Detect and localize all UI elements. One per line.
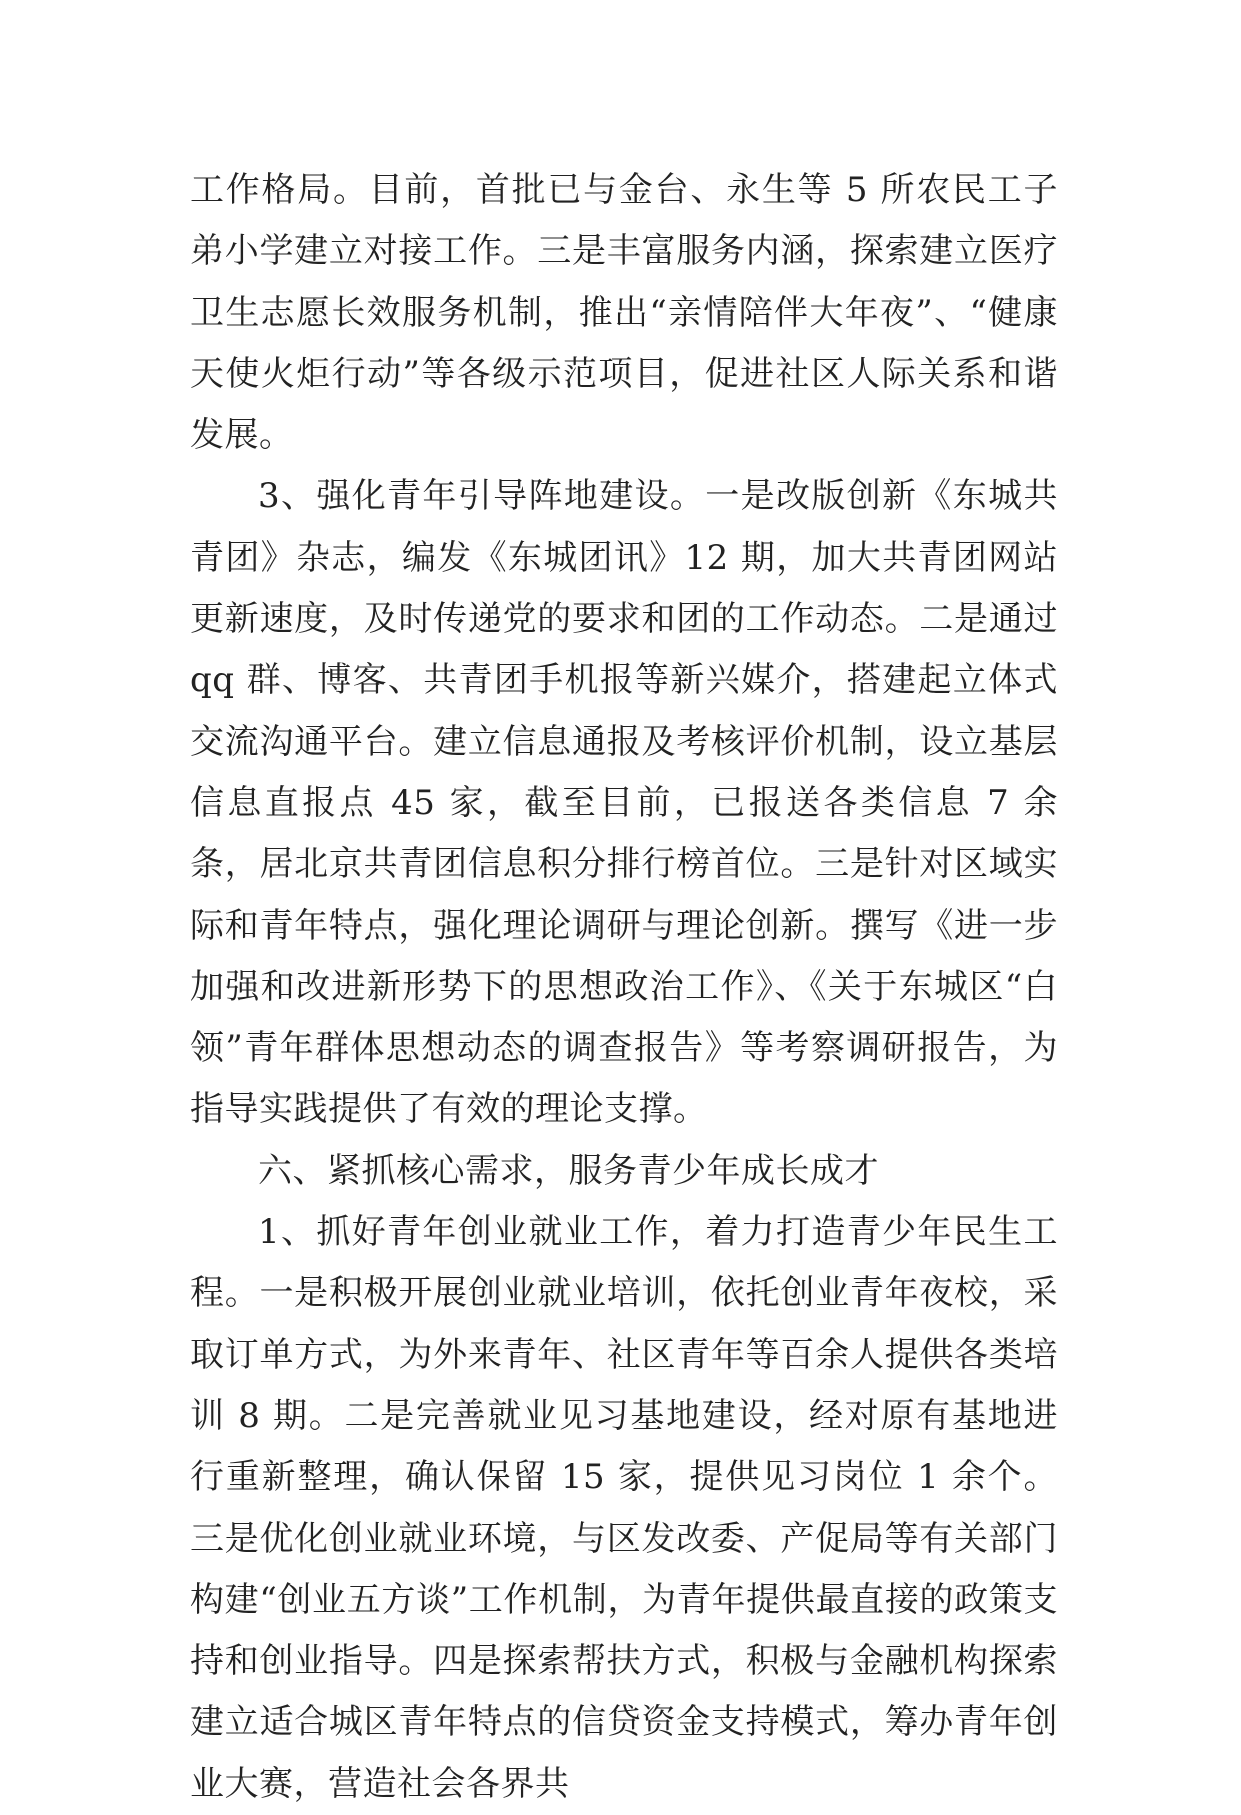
paragraph-3: 1、抓好青年创业就业工作，着力打造青少年民生工程。一是积极开展创业就业培训，依托创业青年夜校，采取订单方式，为外来青年、社区青年等百余人提供各类培训 8 期。二是完善就业见习基地建设，经对原有基地进行重新整理，确认保留 15 家，提供见习岗位 1 余个。三是优化创业就业环境，与区发改委、产促局等有关部门构建“创业五方谈”工作机制，为青年提供最直接的政策支持和创业指导。四是探索帮扶方式，积极与金融机构探索建立适合城区青年特点的信贷资金支持模式，筹办青年创业大赛，营造社会各界共 bbox=[190, 1212, 1058, 1804]
section-heading: 六、紧抓核心需求，服务青少年成长成才 bbox=[258, 1150, 879, 1191]
body-text bbox=[190, 160, 1058, 1815]
paragraph-1: 工作格局。目前，首批已与金台、永生等 5 所农民工子弟小学建立对接工作。三是丰富服务内涵，探索建立医疗卫生志愿长效服务机制，推出“亲情陪伴大年夜”、“健康天使火炬行动”等各级示范项目，促进社区人际关系和谐发展。 bbox=[190, 170, 1058, 456]
paragraph-2: 3、强化青年引导阵地建设。一是改版创新《东城共青团》杂志，编发《东城团讯》12 期，加大共青团网站更新速度，及时传递党的要求和团的工作动态。二是通过 qq 群、博客、共青团手机报等新兴媒介，搭建起立体式交流沟通平台。建立信息通报及考核评价机制，设立基层信息直报点 45 家，截至目前，已报送各类信息 7 余条，居北京共青团信息积分排行榜首位。三是针对区域实际和青年特点，强化理论调研与理论创新。撰写《进一步加强和改进新形势下的思想政治工作》、《关于东城区“白领”青年群体思想动态的调查报告》等考察调研报告，为指导实践提供了有效的理论支撑。 bbox=[190, 476, 1058, 1130]
